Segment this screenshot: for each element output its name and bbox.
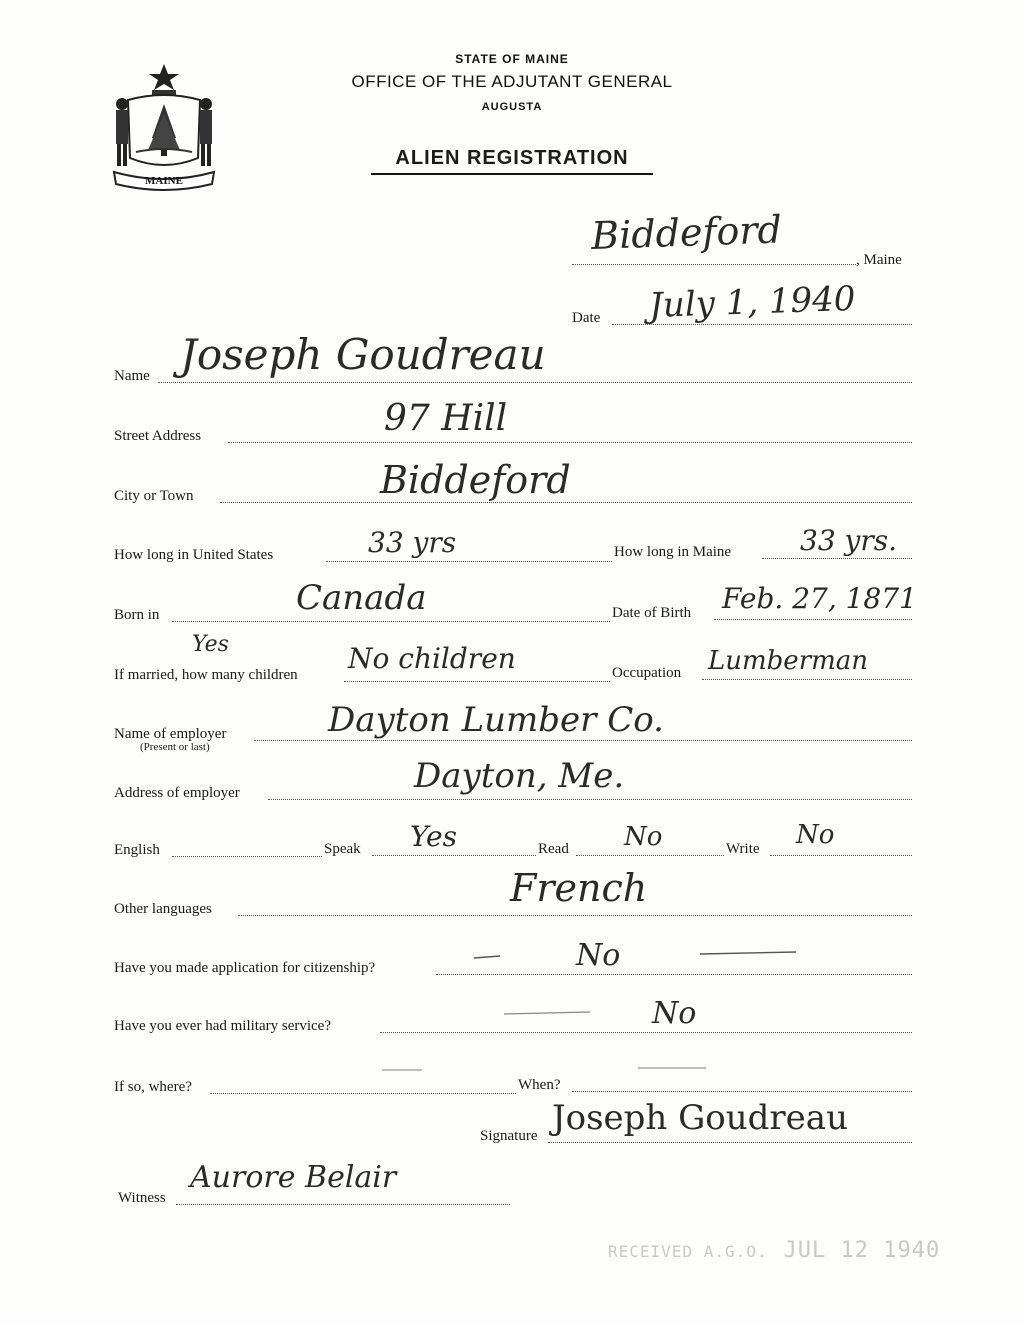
received-stamp-date: JUL 12 1940 (783, 1238, 941, 1263)
city-town-entry: Biddeford (380, 458, 571, 502)
dob-label: Date of Birth (612, 605, 692, 621)
write-label: Write (726, 841, 760, 857)
date-entry: July 1, 1940 (648, 278, 857, 326)
employer-address-entry: Dayton, Me. (414, 756, 625, 796)
long-maine-line (762, 558, 912, 559)
speak-label: Speak (324, 841, 361, 857)
citizenship-label: Have you made application for citizenship? (114, 960, 376, 976)
where-line (210, 1093, 516, 1094)
long-us-entry: 33 yrs (368, 526, 457, 559)
children-line (344, 681, 610, 682)
when-label: When? (518, 1077, 561, 1093)
signature-label: Signature (480, 1128, 538, 1144)
name-entry: Joseph Goudreau (180, 330, 546, 379)
signature-line (548, 1142, 912, 1143)
name-line (158, 382, 912, 383)
employer-label: Name of employer (114, 726, 227, 742)
military-line (380, 1032, 912, 1033)
maine-seal-icon (108, 60, 220, 192)
speak-entry: Yes (410, 820, 457, 853)
employer-line (254, 740, 912, 741)
other-languages-entry: French (510, 866, 648, 910)
military-dash-stroke (500, 1006, 650, 1020)
write-entry: No (796, 820, 835, 850)
header-office: OFFICE OF THE ADJUTANT GENERAL (351, 72, 673, 91)
read-entry: No (624, 822, 663, 852)
long-maine-label: How long in Maine (614, 544, 732, 560)
place-entry: Biddeford (590, 207, 783, 258)
place-line (572, 264, 856, 265)
read-line (576, 855, 724, 856)
seal-label: MAINE (145, 175, 183, 187)
born-in-line (172, 621, 610, 622)
citizenship-entry: No (576, 938, 621, 973)
where-when-dash-strokes (380, 1062, 710, 1076)
born-in-entry: Canada (296, 578, 427, 618)
occupation-entry: Lumberman (708, 646, 869, 676)
street-line (228, 442, 912, 443)
english-label: English (114, 842, 160, 858)
date-label: Date (572, 310, 601, 326)
employer-address-label: Address of employer (114, 785, 240, 801)
witness-entry: Aurore Belair (190, 1160, 397, 1195)
form-title: ALIEN REGISTRATION (371, 147, 653, 175)
where-label: If so, where? (114, 1079, 192, 1095)
other-languages-label: Other languages (114, 901, 212, 917)
citizenship-dash-strokes (470, 946, 800, 966)
header-city: AUGUSTA (481, 101, 543, 113)
header-state: STATE OF MAINE (455, 52, 569, 66)
city-town-line (220, 502, 912, 503)
long-maine-entry: 33 yrs. (800, 524, 898, 557)
street-entry: 97 Hill (384, 398, 508, 439)
long-us-label: How long in United States (114, 547, 274, 563)
occupation-label: Occupation (612, 665, 682, 681)
employer-entry: Dayton Lumber Co. (328, 700, 664, 740)
military-label: Have you ever had military service? (114, 1018, 331, 1034)
employer-note: (Present or last) (140, 741, 210, 753)
occupation-line (702, 679, 912, 680)
read-label: Read (538, 841, 569, 857)
citizenship-line (436, 974, 912, 975)
witness-line (176, 1204, 510, 1205)
signature-entry: Joseph Goudreau (552, 1098, 848, 1138)
street-label: Street Address (114, 428, 202, 444)
born-in-label: Born in (114, 607, 160, 623)
dob-entry: Feb. 27, 1871 (722, 582, 917, 615)
received-stamp (608, 1238, 940, 1263)
city-town-label: City or Town (114, 488, 194, 504)
place-suffix-label: , Maine (856, 252, 902, 268)
children-entry: No children (348, 642, 516, 675)
military-entry: No (652, 996, 697, 1031)
dob-line (714, 619, 912, 620)
name-label: Name (114, 368, 150, 384)
write-line (770, 855, 912, 856)
english-line (172, 856, 322, 857)
employer-address-line (268, 799, 912, 800)
married-entry: Yes (192, 632, 229, 657)
married-label: If married, how many children (114, 667, 298, 683)
when-line (572, 1091, 912, 1092)
received-stamp-text: RECEIVED A.G.O. (608, 1242, 768, 1261)
long-us-line (326, 561, 612, 562)
witness-label: Witness (118, 1190, 166, 1206)
speak-line (372, 855, 536, 856)
other-languages-line (238, 915, 912, 916)
